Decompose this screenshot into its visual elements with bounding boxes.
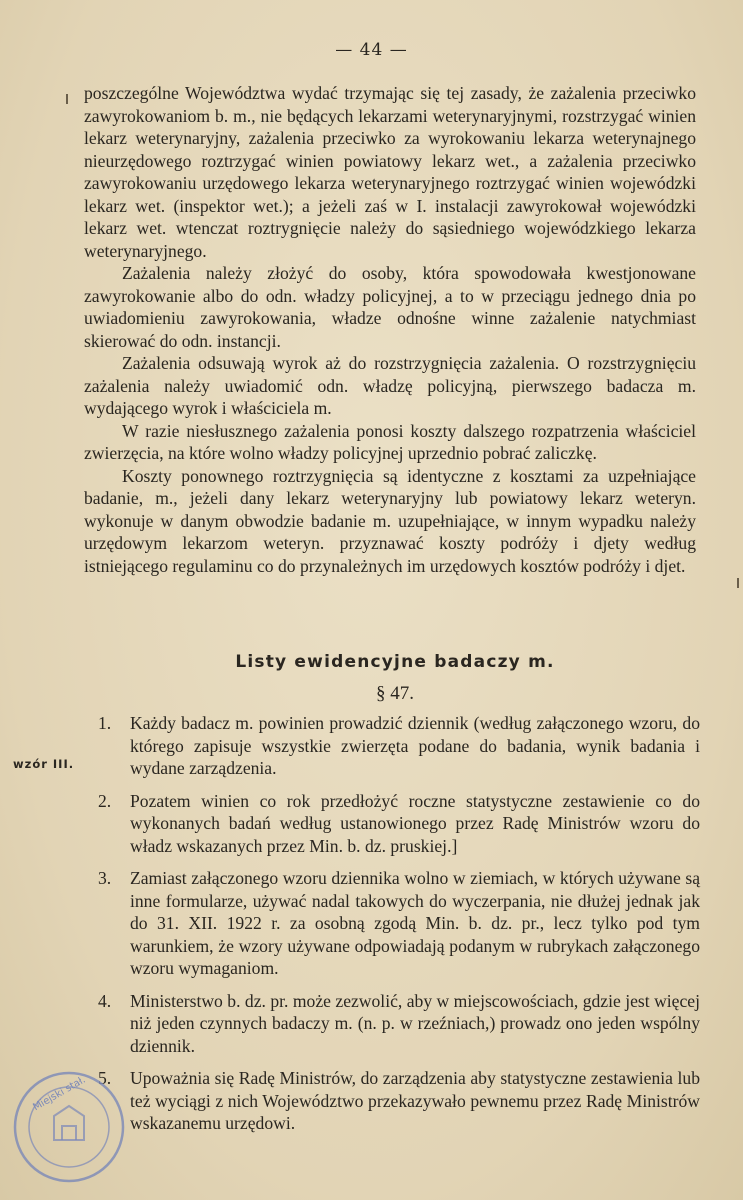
library-stamp-icon (10, 1068, 128, 1186)
list-item-number: 5. (98, 1068, 112, 1088)
intro-text (84, 82, 696, 577)
list-item (90, 1067, 700, 1135)
margin-tick (66, 94, 68, 104)
paragraph: Zażalenia odsuwają wyrok aż do rozstrzygnięcia zażalenia. O rozstrzygnięciu zażalenia należy uwiadomić odn. władzę policyjną, pierwszego badacza m. wydającego wyrok i właściciela m. (84, 353, 696, 418)
list-item-text: Upoważnia się Radę Ministrów, do zarządzenia aby statystyczne zestawienia lub też wyciągi z nich Województwo przekazywało pewnemu przez Radę Ministrów wskazanemu urzędowi. (130, 1068, 700, 1133)
list-item-number: 3. (98, 868, 112, 888)
margin-tick (737, 578, 739, 588)
margin-note: wzór III. (13, 757, 75, 771)
paragraph: Zażalenia należy złożyć do osoby, która spowodowała kwestjonowane zawyrokowanie albo do odn. władzy policyjnej, a to w przeciągu jednego dnia po uwiadomieniu zawyrokowania, władze odnośne winne zażalenie natychmiast skierować do odn. instancji. (84, 263, 696, 351)
paragraph: poszczególne Województwa wydać trzymając się tej zasady, że zażalenia przeciwko zawyrokowaniom b. m., nie będących lekarzami weterynaryjnymi, rozstrzygać winien lekarz weterynaryjny, zażalenia przeciwko za wyrokowaniu lekarza weterynajnego nieurzędowego roztrzygać winien powiatowy lekarz wet., a zażalenia przeciwko zawyrokowaniu urzędowego lekarza weterynaryjnego roztrzygać winien wojewódzki lekarz wet. (inspektor wet.); a jeżeli zaś w I. instalacji zawyrokował wojewódzki lekarz wet. wtenczat roztrygnięcie należy do sąsiedniego wojewódzkiego lekarza weterynaryjnego. (84, 83, 696, 261)
numbered-list (90, 712, 700, 1145)
list-item (90, 790, 700, 858)
list-item-number: 4. (98, 990, 112, 1011)
paragraph: W razie niesłusznego zażalenia ponosi koszty dalszego rozpatrzenia właściciel zwierzęcia, na które wolno władzy policyjnej uprzednio pobrać zaliczkę. (84, 420, 696, 463)
list-item-text: Każdy badacz m. powinien prowadzić dziennik (według załączonego wzoru, do którego zapisuje wszystkie zwierzęta podane do badania, wynik badania i wydane zarządzenia. (130, 713, 700, 778)
list-item-text: Ministerstwo b. dz. pr. może zezwolić, aby w miejscowościach, gdzie jest więcej niż jeden czynnych badaczy m. (n. p. w rzeźniach,) prowadz ono jeden wspólny dziennik. (130, 990, 700, 1056)
paragraph-number: § 47. (376, 683, 414, 704)
list-item-number: 1. (98, 713, 112, 733)
list-item-number: 2. (98, 790, 112, 811)
list-item (90, 990, 700, 1058)
paragraph: Koszty ponownego roztrzygnięcia są identyczne z kosztami za uzpełniające badanie, m., jeżeli dany lekarz weterynaryjny lub powiatowy lekarz weteryn. wykonuje w danym obwodzie badanie m. uzupełniające, w innym wypadku należy urzędowym lekarzom weteryn. przyznawać koszty podróży i djety według istniejącego regulaminu co do przynależnych im urzędowych kosztów podróży i djet. (84, 465, 696, 576)
list-item-text: Zamiast załączonego wzoru dziennika wolno w ziemiach, w których używane są inne formularze, używać nadal takowych do wyczerpania, nie dłużej jednak jak do 31. XII. 1922 r. za osobną zgodą Min. b. dz. pr., lecz tylko pod tym warunkiem, że wzory używane odpowiadają podanym w rubrykach załączonego wzoru wymaganiom. (130, 868, 700, 978)
list-item (90, 712, 700, 780)
list-item-text: Pozatem winien co rok przedłożyć roczne statystyczne zestawienie co do wykonanych badań według ustanowionego przez Radę Ministrów wzoru do władz wskazanych przez Min. b. dz. pruskiej.] (130, 790, 700, 856)
section-heading: Listy ewidencyjne badaczy m. (235, 652, 555, 672)
stamp-lettering: Miejski stał. (31, 1074, 88, 1114)
page-number: — 44 — (335, 40, 408, 60)
list-item (90, 867, 700, 980)
